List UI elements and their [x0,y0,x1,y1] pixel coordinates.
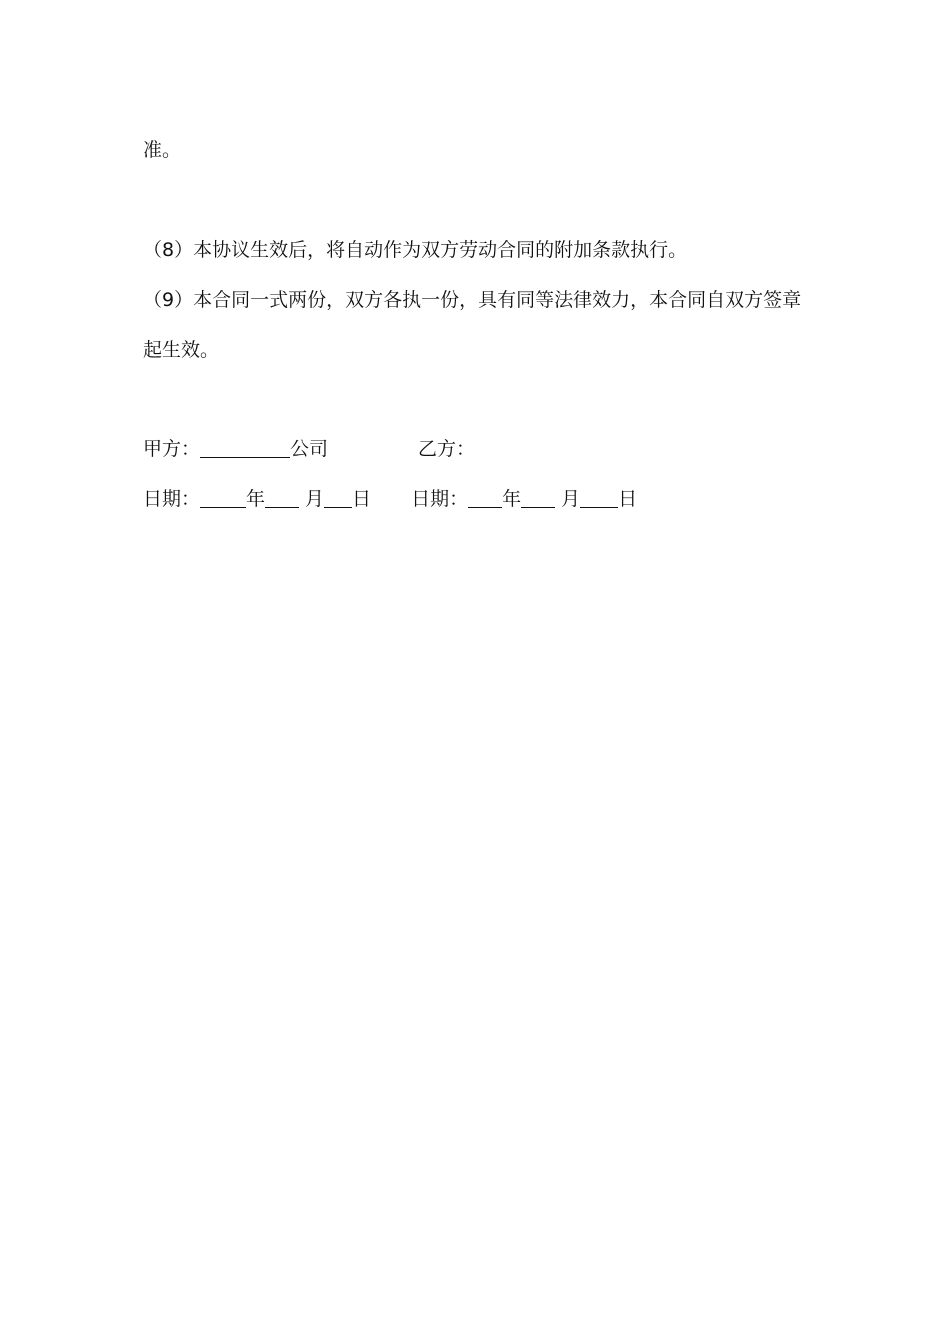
party-a-blank [200,437,290,458]
party-a-day-blank [324,487,352,508]
party-a-suffix: 公司 [290,438,329,460]
party-a-label: 甲方： [143,438,201,460]
party-b-month-blank [521,487,555,508]
party-a-month-label: 月 [305,488,325,510]
text-line-continuation: 准。 [143,139,182,161]
party-a-day-label: 日 [352,488,372,510]
party-b-year-label: 年 [502,488,522,510]
party-a-year-label: 年 [246,488,266,510]
date-row [143,486,637,512]
party-a-year-blank [200,487,246,508]
party-b-year-blank [468,487,502,508]
party-a-date-label: 日期： [143,488,201,510]
party-b-day-label: 日 [618,488,638,510]
party-b-day-blank [580,487,618,508]
clause-9-part2: 起生效。 [143,339,220,361]
clause-8: （8）本协议生效后，将自动作为双方劳动合同的附加条款执行。 [143,239,688,261]
party-b-label: 乙方： [418,438,476,460]
party-b-month-label: 月 [561,488,581,510]
party-a-month-blank [265,487,299,508]
party-b-date-label: 日期： [411,488,469,510]
clause-9-part1: （9）本合同一式两份，双方各执一份，具有同等法律效力，本合同自双方签章 [143,289,802,311]
signature-row [143,436,475,462]
